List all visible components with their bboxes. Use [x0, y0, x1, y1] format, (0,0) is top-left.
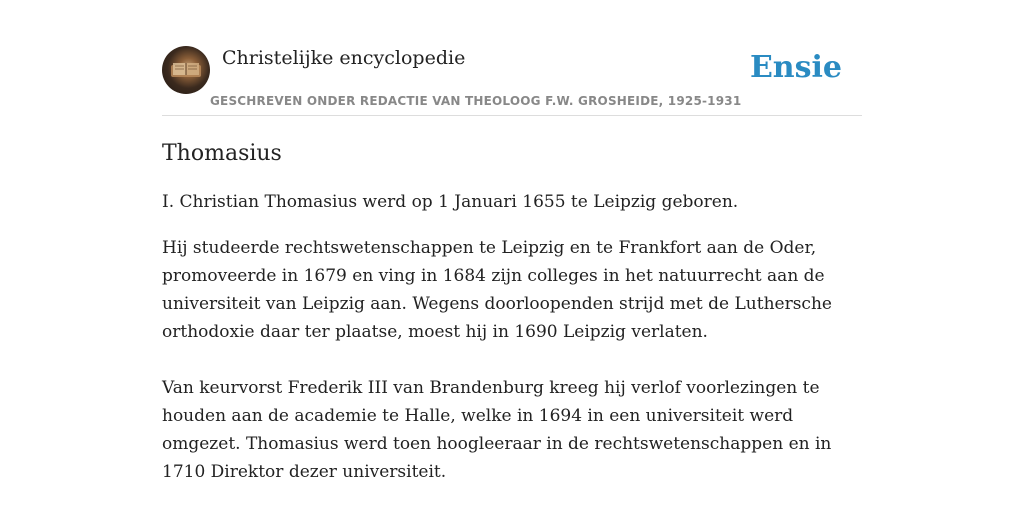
site-subtitle: GESCHREVEN ONDER REDACTIE VAN THEOLOOG F.W. GROSHEIDE, 1925-1931 [210, 94, 742, 108]
article-paragraph: Hij studeerde rechtswetenschappen te Leipzig en te Frankfort aan de Oder, promoveerde in 1679 en ving in 1684 zijn colleges in het natuurrecht aan de universiteit van Leipzig aan. Wegens doorloopenden strijd met de Luthersche orthodoxie daar ter plaatse, moest hij in 1690 Leipzig verlaten. [162, 238, 832, 342]
article-paragraph: Van keurvorst Frederik III van Brandenburg kreeg hij verlof voorlezingen te houden aan de academie te Halle, welke in 1694 in een universiteit werd omgezet. Thomasius werd toen hoogleeraar in de rechtswetenschappen en in 1710 Direktor dezer universiteit. [162, 378, 832, 482]
article [162, 138, 862, 504]
site-logo-avatar[interactable] [162, 46, 210, 94]
brand-logo[interactable]: Ensie [749, 50, 842, 85]
article-title: Thomasius [162, 141, 282, 166]
site-title[interactable]: Christelijke encyclopedie [222, 47, 466, 69]
open-book-icon [162, 46, 210, 94]
site-header [162, 46, 862, 116]
article-paragraph: I. Christian Thomasius werd op 1 Januari 1655 te Leipzig geboren. [162, 192, 739, 212]
